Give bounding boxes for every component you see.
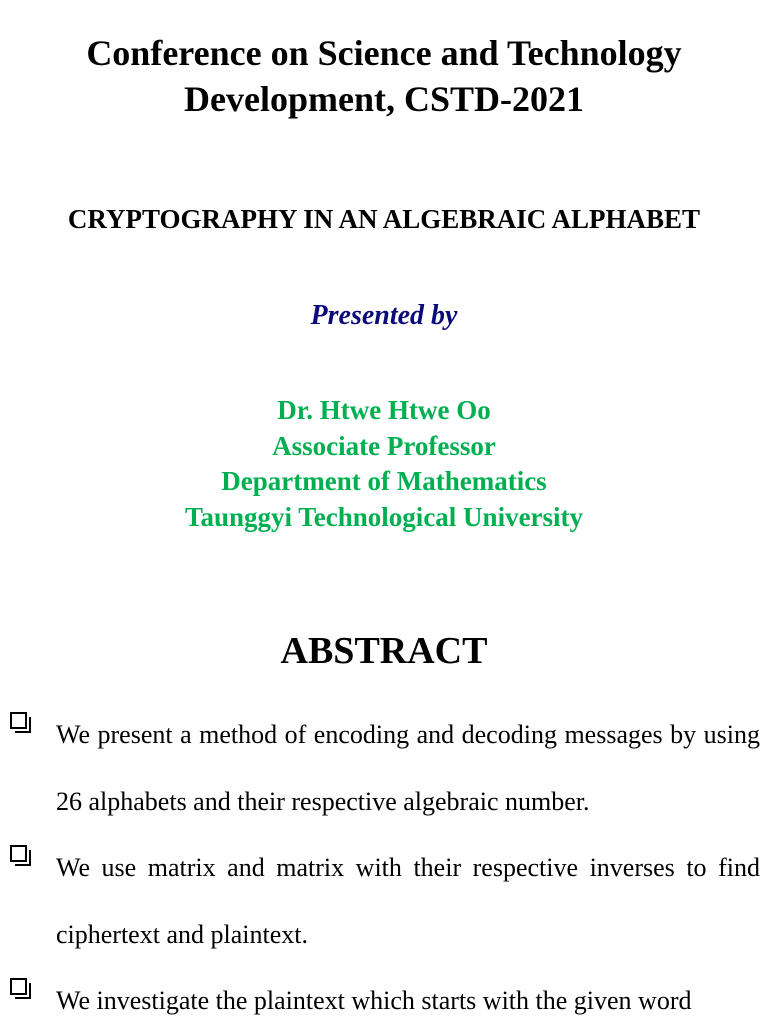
author-name: Dr. Htwe Htwe Oo bbox=[277, 395, 491, 425]
abstract-bullet-text: We investigate the plaintext which starts with the given word bbox=[56, 986, 692, 1015]
paper-title: CRYPTOGRAPHY IN AN ALGEBRAIC ALPHABET bbox=[67, 204, 701, 234]
abstract-bullet-item bbox=[0, 968, 768, 1035]
abstract-bullet-list bbox=[0, 702, 768, 1035]
conference-title bbox=[0, 30, 768, 122]
author-university: Taunggyi Technological University bbox=[184, 501, 584, 532]
abstract-bullet-item bbox=[0, 835, 768, 968]
author-position: Associate Professor bbox=[272, 430, 496, 461]
abstract-bullet-text: We present a method of encoding and decoding messages by using 26 alphabets and their respective algebraic number. bbox=[56, 720, 760, 816]
abstract-bullet-text: We use matrix and matrix with their respective inverses to find ciphertext and plaintext. bbox=[56, 853, 760, 949]
checkbox-icon bbox=[10, 712, 27, 729]
conference-title-line-2: Development, CSTD-2021 bbox=[184, 79, 584, 119]
abstract-heading: ABSTRACT bbox=[280, 630, 488, 672]
author-department: Department of Mathematics bbox=[221, 466, 547, 496]
presented-by-label: Presented by bbox=[310, 300, 458, 331]
checkbox-icon bbox=[10, 845, 27, 862]
checkbox-icon bbox=[10, 978, 27, 995]
author-block bbox=[0, 393, 768, 535]
abstract-bullet-item bbox=[0, 702, 768, 835]
conference-title-line-1: Conference on Science and Technology bbox=[86, 33, 682, 73]
